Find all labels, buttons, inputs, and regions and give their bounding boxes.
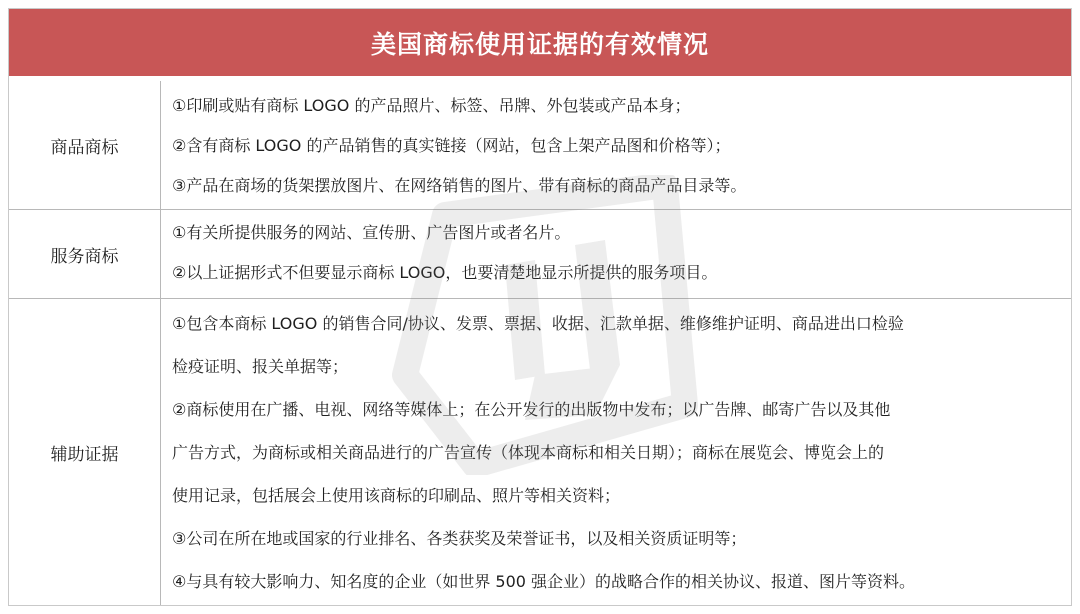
evidence-item: 广告方式，为商标或相关商品进行的广告宣传（体现本商标和相关日期）；商标在展览会、博览会上的 bbox=[172, 443, 885, 462]
table-row-goods-trademark bbox=[9, 76, 1071, 209]
evidence-item: ②含有商标 LOGO 的产品销售的真实链接（网站，包含上架产品图和价格等）； bbox=[172, 136, 731, 155]
category-label: 商品商标 bbox=[9, 81, 161, 209]
table-row-auxiliary-evidence bbox=[9, 298, 1071, 606]
evidence-item: ②以上证据形式不但要显示商标 LOGO，也要清楚地显示所提供的服务项目。 bbox=[172, 263, 718, 282]
evidence-item: ②商标使用在广播、电视、网络等媒体上；在公开发行的出版物中发布；以广告牌、邮寄广告以及其他 bbox=[172, 400, 891, 419]
evidence-item: ③产品在商场的货架摆放图片、在网络销售的图片、带有商标的商品产品目录等。 bbox=[172, 176, 747, 195]
evidence-item: ①印刷或贴有商标 LOGO 的产品照片、标签、吊牌、外包装或产品本身； bbox=[172, 96, 691, 115]
category-label: 服务商标 bbox=[9, 210, 161, 298]
evidence-list bbox=[161, 81, 1071, 209]
evidence-list bbox=[161, 210, 1071, 298]
evidence-item: ①包含本商标 LOGO 的销售合同/协议、发票、票据、收据、汇款单据、维修维护证明、商品进出口检验 bbox=[172, 314, 904, 333]
evidence-item: ④与具有较大影响力、知名度的企业（如世界 500 强企业）的战略合作的相关协议、报道、图片等资料。 bbox=[172, 572, 916, 591]
evidence-item: ①有关所提供服务的网站、宣传册、广告图片或者名片。 bbox=[172, 223, 571, 242]
table-title: 美国商标使用证据的有效情况 bbox=[9, 9, 1071, 76]
table-row-service-trademark bbox=[9, 209, 1071, 298]
evidence-item: 检疫证明、报关单据等； bbox=[172, 357, 349, 376]
evidence-item: ③公司在所在地或国家的行业排名、各类获奖及荣誉证书，以及相关资质证明等； bbox=[172, 529, 747, 548]
category-label: 辅助证据 bbox=[9, 299, 161, 606]
evidence-item: 使用记录，包括展会上使用该商标的印刷品、照片等相关资料； bbox=[172, 486, 621, 505]
evidence-table bbox=[8, 8, 1072, 606]
evidence-list bbox=[161, 299, 1071, 606]
